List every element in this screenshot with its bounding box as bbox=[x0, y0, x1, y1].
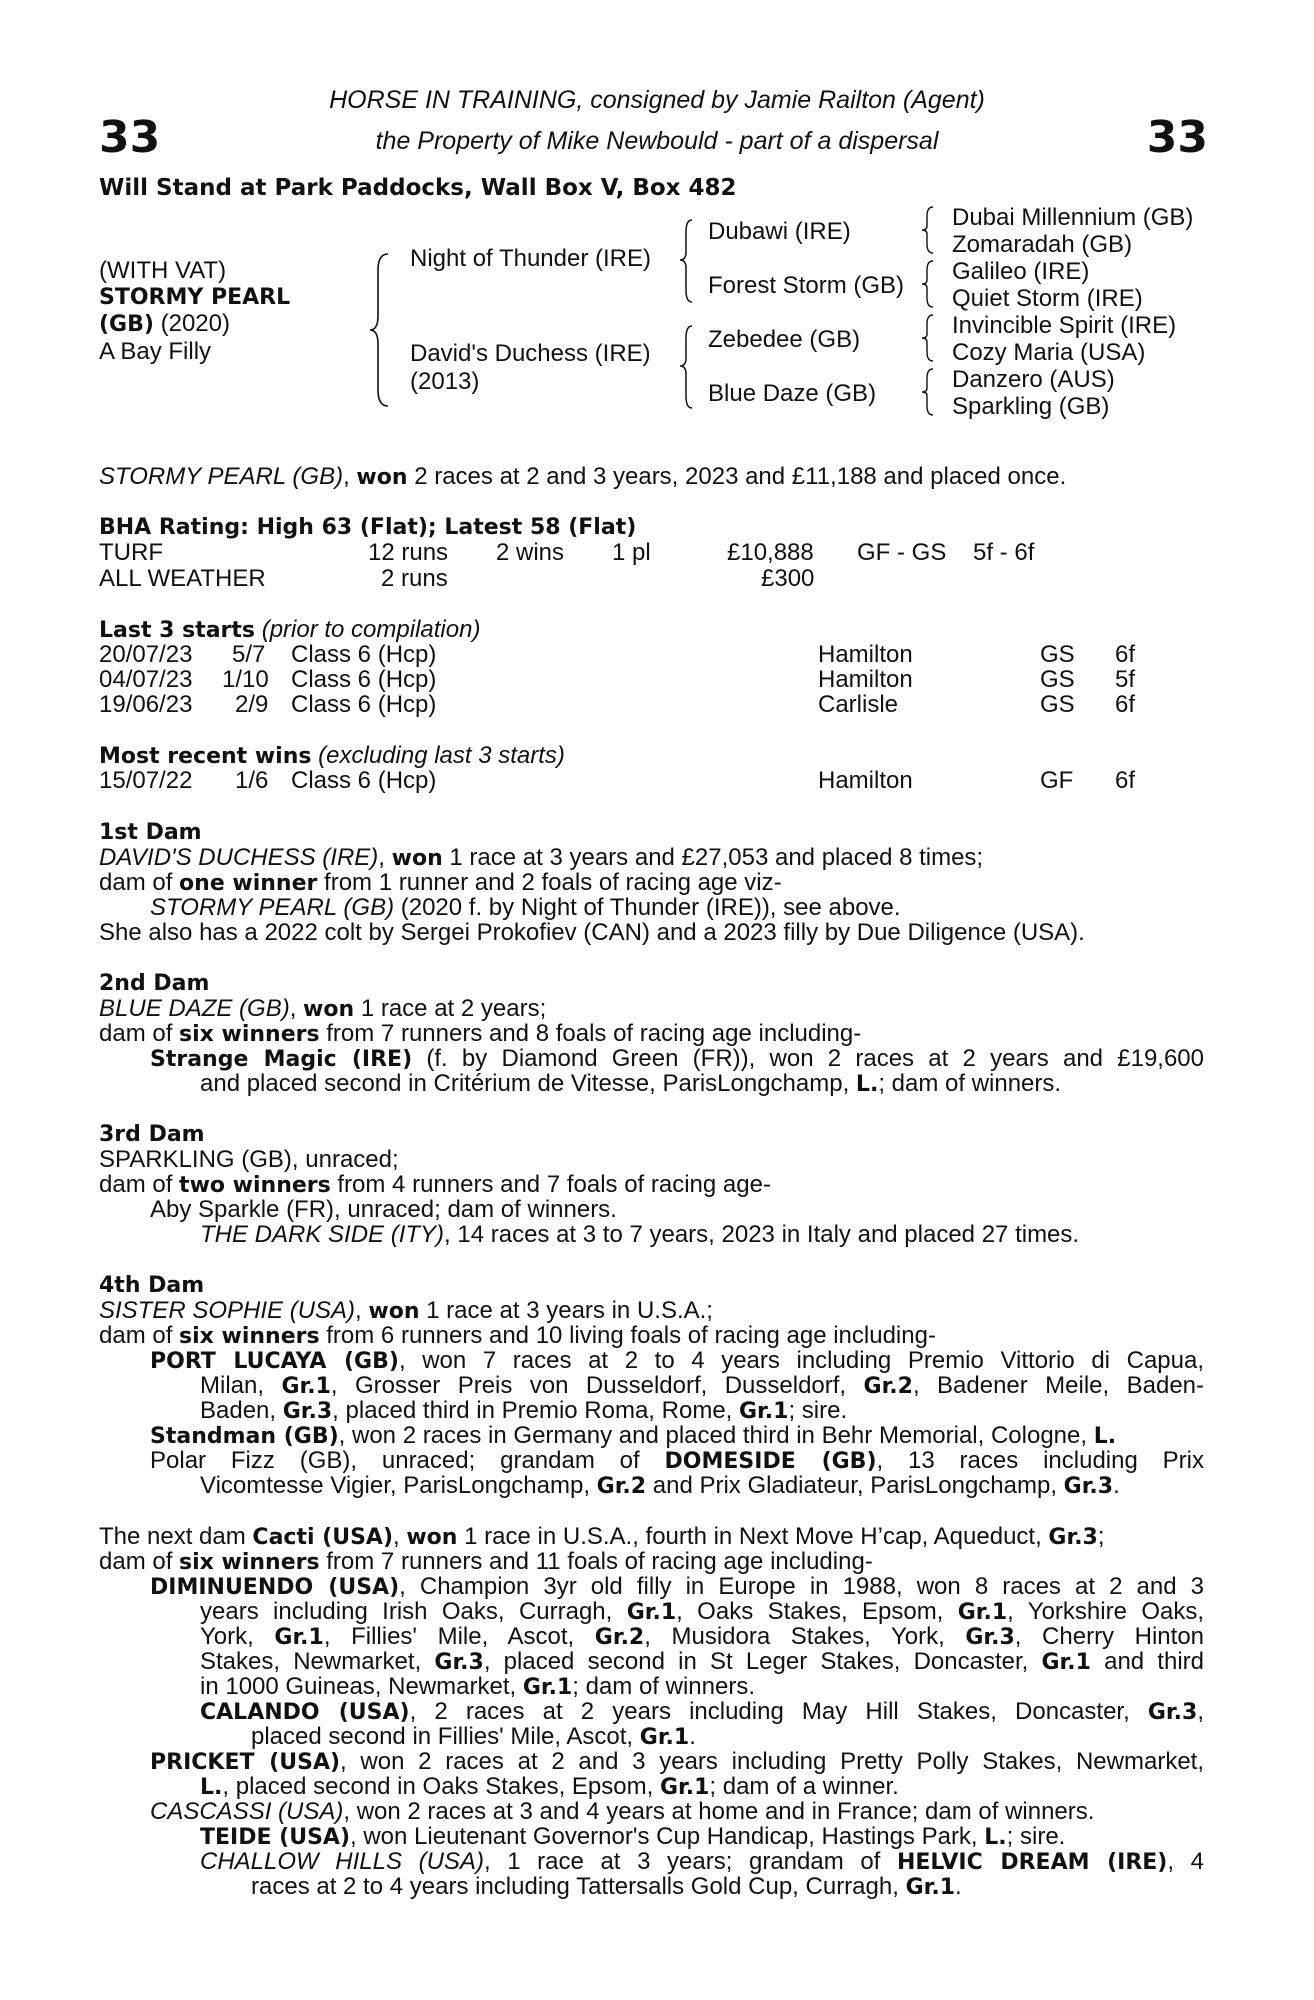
stand-location: Will Stand at Park Paddocks, Wall Box V, Box 482 bbox=[99, 175, 737, 201]
win-distance: 6f bbox=[1115, 767, 1136, 794]
text-span: won bbox=[391, 846, 443, 871]
next-dam-line bbox=[200, 1649, 1204, 1675]
text-span: , bbox=[393, 1523, 407, 1550]
pedigree-bracket-dam bbox=[678, 322, 698, 412]
win-class: Class 6 (Hcp) bbox=[291, 767, 437, 794]
last3-heading bbox=[99, 617, 480, 643]
text-span: dam of bbox=[99, 1020, 180, 1047]
text-span: from 7 runners and 8 foals of racing age including- bbox=[319, 1020, 862, 1047]
text-span: SISTER SOPHIE (USA) bbox=[99, 1297, 356, 1324]
text-span: races at 2 to 4 years including Tattersalls Gold Cup, Curragh, bbox=[251, 1873, 906, 1900]
start-distance: 6f bbox=[1115, 691, 1136, 718]
text-span: BLUE DAZE (GB) bbox=[99, 995, 290, 1022]
dam4-line bbox=[150, 1348, 1204, 1374]
text-span: , Badener Meile, Baden- bbox=[912, 1372, 1205, 1399]
start-going: GS bbox=[1040, 691, 1075, 718]
dam3-line: SPARKLING (GB), unraced; bbox=[99, 1146, 399, 1173]
text-span: Gr.1 bbox=[957, 1600, 1008, 1625]
turf-label: TURF bbox=[99, 539, 163, 566]
text-span: , Musidora Stakes, York, bbox=[644, 1623, 966, 1650]
pedigree-g1: Dubai Millennium (GB) bbox=[952, 204, 1194, 231]
pedigree-bracket-g2 bbox=[920, 258, 938, 310]
dam1-line: She also has a 2022 colt by Sergei Prokofiev (CAN) and a 2023 filly by Due Diligence (USA). bbox=[99, 919, 1085, 946]
pedigree-sire: Night of Thunder (IRE) bbox=[410, 245, 651, 272]
start-course: Hamilton bbox=[818, 666, 913, 693]
dam2-line bbox=[200, 1071, 1204, 1097]
text-span: York, bbox=[200, 1623, 275, 1650]
text-span: , Yorkshire Oaks, bbox=[1007, 1598, 1205, 1625]
text-span: Stakes, Newmarket, bbox=[200, 1648, 435, 1675]
text-span: Cacti (USA) bbox=[252, 1525, 394, 1550]
horse-country-year bbox=[99, 311, 230, 337]
text-span: , Cherry Hinton bbox=[1014, 1623, 1205, 1650]
start-going: GS bbox=[1040, 666, 1075, 693]
text-span: . bbox=[1113, 1472, 1120, 1499]
dam4-line bbox=[200, 1398, 1204, 1424]
vat-note: (WITH VAT) bbox=[99, 257, 227, 284]
start-distance: 5f bbox=[1115, 666, 1136, 693]
horse-name: STORMY PEARL bbox=[99, 285, 291, 310]
next-dam-line bbox=[200, 1699, 1204, 1725]
text-span: , 13 races including Prix bbox=[876, 1447, 1204, 1474]
dam1-line bbox=[99, 870, 1204, 896]
horse-country: (GB) bbox=[99, 312, 154, 337]
text-span: PRICKET (USA) bbox=[150, 1750, 341, 1775]
pedigree-g7: Danzero (AUS) bbox=[952, 366, 1115, 393]
pedigree-g8: Sparkling (GB) bbox=[952, 393, 1110, 420]
next-dam-line bbox=[150, 1749, 1204, 1775]
turf-runs: 12 runs bbox=[368, 539, 449, 566]
aw-prize: £300 bbox=[761, 565, 815, 592]
text-span: 1 race at 3 years in U.S.A.; bbox=[419, 1297, 713, 1324]
last3-title: Last 3 starts bbox=[99, 618, 256, 643]
next-dam-line bbox=[200, 1774, 1204, 1800]
text-span: dam of bbox=[99, 1548, 180, 1575]
start-class: Class 6 (Hcp) bbox=[291, 641, 437, 668]
pedigree-bracket-sire bbox=[678, 216, 698, 306]
dam4-line bbox=[150, 1423, 1204, 1449]
text-span: ; bbox=[1097, 1523, 1105, 1550]
recent-title: Most recent wins bbox=[99, 744, 312, 769]
text-span: six winners bbox=[179, 1550, 320, 1575]
pedigree-bracket-g1 bbox=[920, 204, 938, 256]
horse-description: A Bay Filly bbox=[99, 338, 212, 365]
summary-won: won bbox=[356, 465, 408, 490]
text-span: Gr.1 bbox=[274, 1625, 324, 1650]
text-span: CALANDO (USA) bbox=[200, 1700, 410, 1725]
start-going: GS bbox=[1040, 641, 1075, 668]
pedigree-sire-sire: Dubawi (IRE) bbox=[708, 218, 851, 245]
text-span: , won 2 races in Germany and placed third in Behr Memorial, Cologne, bbox=[338, 1422, 1094, 1449]
lot-number-left: 33 bbox=[99, 112, 161, 163]
text-span: ; dam of a winner. bbox=[709, 1773, 899, 1800]
aw-label: ALL WEATHER bbox=[99, 565, 266, 592]
next-dam-line bbox=[200, 1674, 1204, 1700]
next-dam-line bbox=[150, 1574, 1204, 1600]
text-span: , won 2 races at 2 and 3 years including Pretty Polly Stakes, Newmarket, bbox=[340, 1748, 1204, 1775]
text-span: two winners bbox=[179, 1173, 331, 1198]
start-course: Hamilton bbox=[818, 641, 913, 668]
text-span: and placed second in Critérium de Vitesse, ParisLongchamp, bbox=[200, 1070, 856, 1097]
text-span: DAVID'S DUCHESS (IRE) bbox=[99, 844, 379, 871]
text-span: , Oaks Stakes, Epsom, bbox=[676, 1598, 958, 1625]
text-span: and Prix Gladiateur, ParisLongchamp, bbox=[646, 1472, 1064, 1499]
next-dam-line bbox=[200, 1824, 1204, 1850]
start-position: 1/10 bbox=[222, 666, 269, 693]
text-span: Gr.3 bbox=[965, 1625, 1015, 1650]
dam1-line bbox=[150, 895, 1204, 920]
next-dam-line bbox=[200, 1849, 1204, 1875]
dam3-line bbox=[200, 1222, 1204, 1247]
text-span: 1 race in U.S.A., fourth in Next Move H’cap, Aqueduct, bbox=[457, 1523, 1049, 1550]
text-span: Strange Magic (IRE) bbox=[150, 1047, 413, 1072]
text-span: Gr.2 bbox=[594, 1625, 645, 1650]
text-span: , won Lieutenant Governor's Cup Handicap, Hastings Park, bbox=[350, 1823, 985, 1850]
text-span: PORT LUCAYA (GB) bbox=[150, 1349, 399, 1374]
start-position: 5/7 bbox=[232, 641, 266, 668]
text-span: Gr.1 bbox=[639, 1725, 690, 1750]
header-property: the Property of Mike Newbould - part of a dispersal bbox=[375, 127, 939, 155]
turf-placed: 1 pl bbox=[612, 539, 651, 566]
text-span: and third bbox=[1090, 1648, 1204, 1675]
text-span: placed second in Fillies' Mile, Ascot, bbox=[251, 1723, 640, 1750]
start-position: 2/9 bbox=[235, 691, 269, 718]
turf-going: GF - GS bbox=[857, 539, 947, 566]
pedigree-bracket-main bbox=[368, 250, 398, 410]
text-span: , won 2 races at 3 and 4 years at home and in France; dam of winners. bbox=[343, 1798, 1095, 1825]
text-span: L. bbox=[200, 1775, 223, 1800]
recent-note: (excluding last 3 starts) bbox=[318, 742, 565, 769]
text-span: Gr.3 bbox=[1147, 1700, 1198, 1725]
text-span: DOMESIDE (GB) bbox=[664, 1449, 877, 1474]
text-span: Polar Fizz (GB), unraced; grandam of bbox=[150, 1447, 665, 1474]
text-span: 1 race at 2 years; bbox=[354, 995, 547, 1022]
text-span: Gr.2 bbox=[596, 1474, 647, 1499]
text-span: from 6 runners and 10 living foals of racing age including- bbox=[319, 1322, 936, 1349]
dam3-title: 3rd Dam bbox=[99, 1122, 205, 1147]
race-summary: STORMY PEARL (GB), won 2 races at 2 and 3 years, 2023 and £11,188 and placed once. bbox=[99, 463, 1067, 490]
text-span: , 4 bbox=[1167, 1848, 1204, 1875]
text-span: CASCASSI (USA) bbox=[150, 1798, 344, 1825]
pedigree-g5: Invincible Spirit (IRE) bbox=[952, 312, 1177, 339]
bha-rating-title: BHA Rating: High 63 (Flat); Latest 58 (Flat) bbox=[99, 515, 637, 540]
text-span: L. bbox=[855, 1072, 879, 1097]
text-span: Gr.1 bbox=[626, 1600, 677, 1625]
next-dam-line bbox=[251, 1874, 1204, 1900]
text-span: six winners bbox=[179, 1324, 320, 1349]
lot-number-right: 33 bbox=[1146, 112, 1208, 163]
pedigree-dam-year: (2013) bbox=[410, 368, 480, 395]
text-span: Gr.3 bbox=[434, 1650, 484, 1675]
start-course: Carlisle bbox=[818, 691, 899, 718]
pedigree-dam-dam: Blue Daze (GB) bbox=[708, 380, 877, 407]
text-span: L. bbox=[1093, 1424, 1117, 1449]
text-span: six winners bbox=[179, 1022, 320, 1047]
text-span: , Champion 3yr old filly in Europe in 1988, won 8 races at 2 and 3 bbox=[399, 1573, 1204, 1600]
text-span: The next dam bbox=[99, 1523, 253, 1550]
text-span: years including Irish Oaks, Curragh, bbox=[200, 1598, 627, 1625]
pedigree-g3: Galileo (IRE) bbox=[952, 258, 1090, 285]
text-span: Baden, bbox=[200, 1397, 283, 1424]
text-span: , Fillies' Mile, Ascot, bbox=[323, 1623, 595, 1650]
start-date: 04/07/23 bbox=[99, 666, 193, 693]
text-span: dam of bbox=[99, 1171, 180, 1198]
summary-horse: STORMY PEARL (GB) bbox=[99, 463, 344, 490]
text-span: STORMY PEARL (GB) bbox=[150, 894, 395, 921]
dam3-line: Aby Sparkle (FR), unraced; dam of winners. bbox=[150, 1196, 617, 1223]
start-date: 20/07/23 bbox=[99, 641, 193, 668]
text-span: . bbox=[955, 1873, 962, 1900]
header-consignor: HORSE IN TRAINING, consigned by Jamie Railton (Agent) bbox=[329, 86, 985, 114]
text-span: Milan, bbox=[200, 1372, 282, 1399]
aw-runs: 2 runs bbox=[381, 565, 448, 592]
text-span: Gr.1 bbox=[281, 1374, 331, 1399]
start-date: 19/06/23 bbox=[99, 691, 193, 718]
text-span: , 1 race at 3 years; grandam of bbox=[483, 1848, 897, 1875]
turf-wins: 2 wins bbox=[496, 539, 565, 566]
dam1-title: 1st Dam bbox=[99, 820, 202, 845]
text-span: in 1000 Guineas, Newmarket, bbox=[200, 1673, 523, 1700]
dam2-line: BLUE DAZE (GB), won 1 race at 2 years; bbox=[99, 995, 547, 1022]
text-span: , bbox=[1197, 1698, 1204, 1725]
pedigree-g6: Cozy Maria (USA) bbox=[952, 339, 1146, 366]
text-span: Gr.1 bbox=[659, 1775, 710, 1800]
pedigree-dam: David's Duchess (IRE) bbox=[410, 340, 651, 367]
text-span: from 7 runners and 11 foals of racing age including- bbox=[319, 1548, 873, 1575]
pedigree-bracket-g4 bbox=[920, 366, 938, 418]
pedigree-dam-sire: Zebedee (GB) bbox=[708, 326, 861, 353]
text-span: (2020 f. by Night of Thunder (IRE)), see above. bbox=[394, 894, 901, 921]
dam4-line bbox=[200, 1373, 1204, 1399]
text-span: Gr.1 bbox=[739, 1399, 789, 1424]
text-span: one winner bbox=[179, 871, 318, 896]
dam2-line bbox=[99, 1021, 1204, 1047]
text-span: dam of bbox=[99, 869, 180, 896]
win-date: 15/07/22 bbox=[99, 767, 193, 794]
text-span: won bbox=[303, 997, 355, 1022]
turf-distance: 5f - 6f bbox=[973, 539, 1035, 566]
next-dam-line bbox=[150, 1799, 1204, 1824]
text-span: dam of bbox=[99, 1322, 180, 1349]
dam3-line bbox=[99, 1172, 1204, 1198]
text-span: , Grosser Preis von Dusseldorf, Dusseldorf, bbox=[330, 1372, 864, 1399]
text-span: Gr.3 bbox=[1048, 1525, 1098, 1550]
horse-year: (2020) bbox=[160, 310, 230, 337]
text-span: L. bbox=[984, 1825, 1007, 1850]
dam2-line bbox=[150, 1046, 1204, 1072]
next-dam-line bbox=[200, 1599, 1204, 1625]
summary-rest: 2 races at 2 and 3 years, 2023 and £11,188 and placed once. bbox=[407, 463, 1067, 490]
dam4-title: 4th Dam bbox=[99, 1273, 205, 1298]
text-span: Standman (GB) bbox=[150, 1424, 339, 1449]
text-span: , won 7 races at 2 to 4 years including Premio Vittorio di Capua, bbox=[398, 1347, 1204, 1374]
text-span: ; sire. bbox=[1006, 1823, 1066, 1850]
text-span: HELVIC DREAM (IRE) bbox=[896, 1850, 1168, 1875]
next-dam-line bbox=[99, 1549, 1204, 1575]
text-span: , placed second in St Leger Stakes, Doncaster, bbox=[483, 1648, 1042, 1675]
start-class: Class 6 (Hcp) bbox=[291, 691, 437, 718]
dam2-title: 2nd Dam bbox=[99, 971, 210, 996]
text-span: ; dam of winners. bbox=[878, 1070, 1062, 1097]
text-span: Vicomtesse Vigier, ParisLongchamp, bbox=[200, 1472, 597, 1499]
dam4-line bbox=[200, 1473, 1204, 1499]
pedigree-g2: Zomaradah (GB) bbox=[952, 231, 1133, 258]
turf-prize: £10,888 bbox=[727, 539, 814, 566]
text-span: , 2 races at 2 years including May Hill Stakes, Doncaster, bbox=[409, 1698, 1148, 1725]
start-class: Class 6 (Hcp) bbox=[291, 666, 437, 693]
text-span: THE DARK SIDE (ITY) bbox=[200, 1221, 445, 1248]
text-span: won bbox=[406, 1525, 458, 1550]
text-span: , placed third in Premio Roma, Rome, bbox=[332, 1397, 739, 1424]
text-span: Gr.3 bbox=[282, 1399, 333, 1424]
text-span: from 4 runners and 7 foals of racing age- bbox=[330, 1171, 771, 1198]
recent-heading bbox=[99, 743, 565, 769]
next-dam-line bbox=[99, 1524, 1204, 1550]
next-dam-line bbox=[251, 1724, 1204, 1750]
text-span: from 1 runner and 2 foals of racing age viz- bbox=[317, 869, 782, 896]
text-span: (f. by Diamond Green (FR)), won 2 races at 2 years and £19,600 bbox=[412, 1045, 1205, 1072]
text-span: Gr.2 bbox=[863, 1374, 913, 1399]
text-span: DIMINUENDO (USA) bbox=[150, 1575, 400, 1600]
win-position: 1/6 bbox=[235, 767, 269, 794]
pedigree-g4: Quiet Storm (IRE) bbox=[952, 285, 1143, 312]
win-course: Hamilton bbox=[818, 767, 913, 794]
text-span: ; sire. bbox=[788, 1397, 848, 1424]
text-span: . bbox=[689, 1723, 696, 1750]
text-span: Gr.1 bbox=[522, 1675, 573, 1700]
last3-note: (prior to compilation) bbox=[261, 616, 481, 643]
dam4-line bbox=[99, 1323, 1204, 1349]
text-span: Gr.1 bbox=[905, 1875, 955, 1900]
text-span: CHALLOW HILLS (USA) bbox=[200, 1848, 484, 1875]
text-span: , 14 races at 3 to 7 years, 2023 in Italy and placed 27 times. bbox=[444, 1221, 1080, 1248]
text-span: Gr.1 bbox=[1041, 1650, 1091, 1675]
dam1-line: DAVID'S DUCHESS (IRE), won 1 race at 3 years and £27,053 and placed 8 times; bbox=[99, 844, 984, 871]
text-span: won bbox=[368, 1299, 420, 1324]
win-going: GF bbox=[1040, 767, 1074, 794]
pedigree-bracket-g3 bbox=[920, 312, 938, 364]
text-span: TEIDE (USA) bbox=[200, 1825, 351, 1850]
pedigree-sire-dam: Forest Storm (GB) bbox=[708, 272, 905, 299]
dam4-line bbox=[150, 1448, 1204, 1474]
text-span: 1 race at 3 years and £27,053 and placed 8 times; bbox=[442, 844, 984, 871]
dam4-line: SISTER SOPHIE (USA), won 1 race at 3 years in U.S.A.; bbox=[99, 1297, 713, 1324]
start-distance: 6f bbox=[1115, 641, 1136, 668]
next-dam-line bbox=[200, 1624, 1204, 1650]
text-span: , placed second in Oaks Stakes, Epsom, bbox=[222, 1773, 660, 1800]
text-span: Gr.3 bbox=[1063, 1474, 1114, 1499]
text-span: ; dam of winners. bbox=[572, 1673, 756, 1700]
